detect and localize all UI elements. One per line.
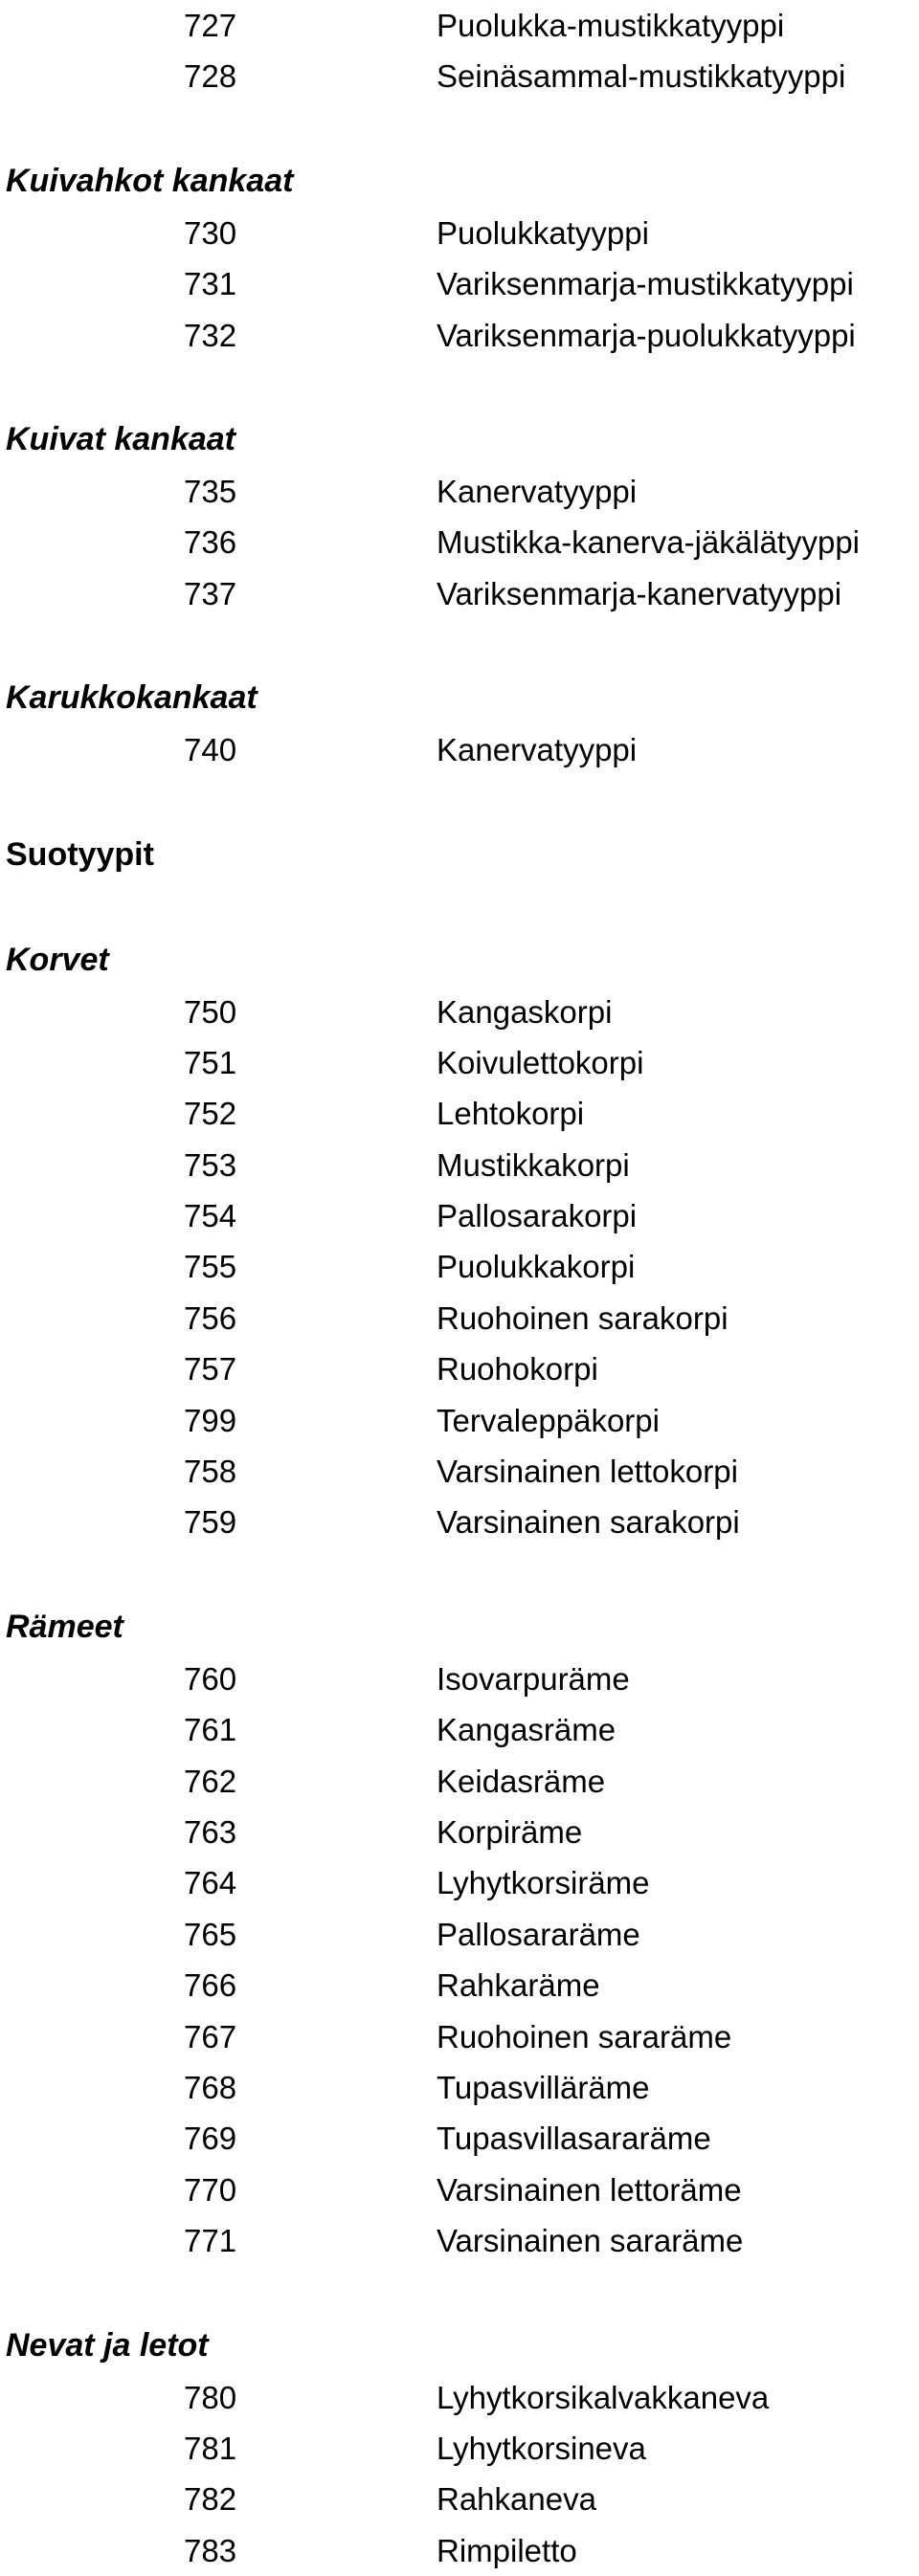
type-code: 740 bbox=[184, 732, 237, 768]
list-item bbox=[0, 2372, 919, 2423]
list-item bbox=[0, 310, 919, 361]
type-name: Tupasvilläräme bbox=[437, 2069, 650, 2105]
list-item bbox=[0, 1344, 919, 1394]
list-item bbox=[0, 1446, 919, 1497]
type-code: 771 bbox=[184, 2223, 237, 2259]
list-item bbox=[0, 1756, 919, 1807]
type-name: Isovarpuräme bbox=[437, 1660, 630, 1697]
type-name: Korpiräme bbox=[437, 1813, 583, 1850]
list-item bbox=[0, 208, 919, 258]
type-code: 730 bbox=[184, 214, 237, 251]
list-item bbox=[0, 1704, 919, 1755]
list-item bbox=[0, 466, 919, 517]
list-item bbox=[0, 51, 919, 101]
type-name: Kangaskorpi bbox=[437, 993, 613, 1030]
category-heading: Korvet bbox=[6, 941, 109, 978]
type-name: Lyhytkorsineva bbox=[437, 2430, 646, 2466]
type-name: Puolukkakorpi bbox=[437, 1249, 636, 1285]
type-code: 732 bbox=[184, 317, 237, 353]
list-item bbox=[0, 2525, 919, 2576]
type-code: 736 bbox=[184, 524, 237, 561]
type-name: Ruohoinen sararäme bbox=[437, 2018, 732, 2054]
type-code: 755 bbox=[184, 1249, 237, 1285]
type-code: 731 bbox=[184, 266, 237, 302]
type-code: 757 bbox=[184, 1351, 237, 1388]
type-name: Seinäsammal-mustikkatyyppi bbox=[437, 58, 846, 95]
list-item bbox=[0, 1909, 919, 1960]
list-item bbox=[0, 2113, 919, 2164]
list-item bbox=[0, 0, 919, 51]
type-name: Lyhytkorsiräme bbox=[437, 1865, 650, 1901]
list-item bbox=[0, 2011, 919, 2062]
type-name: Kanervatyyppi bbox=[437, 732, 638, 768]
type-name: Mustikkakorpi bbox=[437, 1146, 630, 1183]
type-name: Varsinainen sarakorpi bbox=[437, 1504, 740, 1541]
list-item bbox=[0, 1857, 919, 1908]
type-name: Keidasräme bbox=[437, 1763, 606, 1799]
list-item bbox=[0, 568, 919, 619]
type-code: 782 bbox=[184, 2481, 237, 2518]
type-name: Koivulettokorpi bbox=[437, 1044, 644, 1080]
type-name: Mustikka-kanerva-jäkälätyyppi bbox=[437, 524, 861, 561]
type-name: Rahkaräme bbox=[437, 1967, 600, 2004]
list-item bbox=[0, 1807, 919, 1857]
list-item bbox=[0, 2474, 919, 2524]
category-heading: Karukkokankaat bbox=[6, 679, 258, 717]
list-item bbox=[0, 1395, 919, 1446]
category-heading: Kuivahkot kankaat bbox=[6, 162, 294, 199]
list-item bbox=[0, 1241, 919, 1292]
type-code: 751 bbox=[184, 1044, 237, 1080]
type-code: 780 bbox=[184, 2379, 237, 2415]
type-code: 767 bbox=[184, 2018, 237, 2054]
type-name: Ruohoinen sarakorpi bbox=[437, 1299, 728, 1336]
type-name: Rimpiletto bbox=[437, 2532, 577, 2568]
list-item bbox=[0, 2423, 919, 2474]
type-name: Lyhytkorsikalvakkaneva bbox=[437, 2379, 770, 2415]
list-item bbox=[0, 724, 919, 775]
list-item bbox=[0, 2062, 919, 2113]
type-code: 728 bbox=[184, 58, 237, 95]
type-name: Ruohokorpi bbox=[437, 1351, 598, 1388]
type-name: Varsinainen sararäme bbox=[437, 2223, 744, 2259]
type-name: Pallosararäme bbox=[437, 1916, 640, 1952]
list-item bbox=[0, 1654, 919, 1704]
type-code: 764 bbox=[184, 1865, 237, 1901]
list-item bbox=[0, 1960, 919, 2010]
type-name: Kangasräme bbox=[437, 1712, 616, 1748]
type-code: 765 bbox=[184, 1916, 237, 1952]
list-item bbox=[0, 2215, 919, 2266]
type-code: 727 bbox=[184, 8, 237, 43]
type-code: 760 bbox=[184, 1660, 237, 1697]
list-item bbox=[0, 258, 919, 309]
type-code: 770 bbox=[184, 2171, 237, 2208]
type-code: 759 bbox=[184, 1504, 237, 1541]
type-code: 752 bbox=[184, 1096, 237, 1132]
type-code: 735 bbox=[184, 473, 237, 509]
type-name: Tervaleppäkorpi bbox=[437, 1402, 660, 1438]
type-code: 783 bbox=[184, 2532, 237, 2568]
list-item bbox=[0, 987, 919, 1037]
type-code: 763 bbox=[184, 1813, 237, 1850]
type-code: 753 bbox=[184, 1146, 237, 1183]
type-name: Varsinainen lettokorpi bbox=[437, 1454, 738, 1490]
section-heading: Suotyypit bbox=[6, 835, 154, 873]
category-heading: Kuivat kankaat bbox=[6, 420, 235, 457]
type-name: Variksenmarja-kanervatyyppi bbox=[437, 575, 842, 611]
list-item bbox=[0, 1140, 919, 1190]
type-name: Tupasvillasararäme bbox=[437, 2121, 711, 2157]
type-code: 781 bbox=[184, 2430, 237, 2466]
list-item bbox=[0, 1190, 919, 1241]
type-code: 761 bbox=[184, 1712, 237, 1748]
type-code: 768 bbox=[184, 2069, 237, 2105]
type-name: Rahkaneva bbox=[437, 2481, 596, 2518]
type-code: 758 bbox=[184, 1454, 237, 1490]
list-item bbox=[0, 1293, 919, 1344]
type-code: 762 bbox=[184, 1763, 237, 1799]
list-item bbox=[0, 1497, 919, 1547]
type-name: Varsinainen lettoräme bbox=[437, 2171, 742, 2208]
type-name: Variksenmarja-mustikkatyyppi bbox=[437, 266, 854, 302]
category-heading: Nevat ja letot bbox=[6, 2326, 209, 2364]
type-name: Variksenmarja-puolukkatyyppi bbox=[437, 317, 856, 353]
list-item bbox=[0, 517, 919, 567]
type-name: Pallosarakorpi bbox=[437, 1198, 638, 1234]
type-name: Puolukka-mustikkatyyppi bbox=[437, 8, 785, 43]
type-name: Kanervatyyppi bbox=[437, 473, 638, 509]
list-item bbox=[0, 1088, 919, 1139]
type-name: Lehtokorpi bbox=[437, 1096, 585, 1132]
list-item bbox=[0, 1037, 919, 1088]
type-code: 766 bbox=[184, 1967, 237, 2004]
type-code: 737 bbox=[184, 575, 237, 611]
type-code: 799 bbox=[184, 1402, 237, 1438]
type-code: 750 bbox=[184, 993, 237, 1030]
list-item bbox=[0, 2165, 919, 2215]
type-name: Puolukkatyyppi bbox=[437, 214, 649, 251]
type-code: 754 bbox=[184, 1198, 237, 1234]
type-code: 769 bbox=[184, 2121, 237, 2157]
category-heading: Rämeet bbox=[6, 1608, 123, 1645]
type-code: 756 bbox=[184, 1299, 237, 1336]
